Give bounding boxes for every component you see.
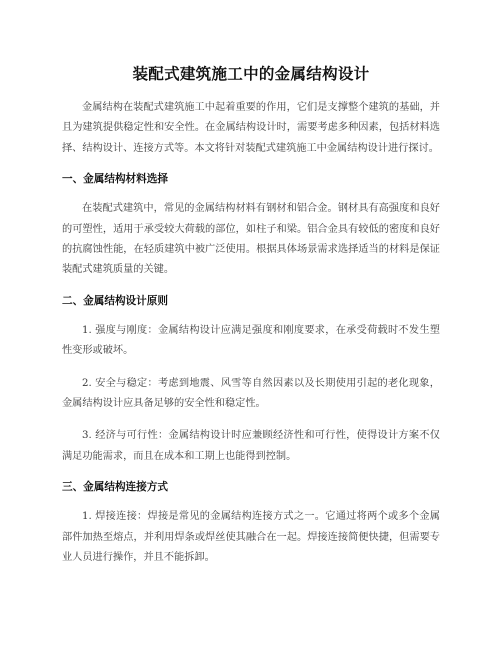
document-title: 装配式建筑施工中的金属结构设计 <box>132 65 370 83</box>
connection-welding-paragraph: 1. 焊接连接：焊接是常见的金属结构连接方式之一。它通过将两个或多个金属部件加热至熔点，并利用焊条或焊丝使其融合在一起。焊接连接简便快捷，但需要专业人员进行操作，并且不能拆卸。 <box>62 511 440 564</box>
section-materials-paragraph: 在装配式建筑中，常见的金属结构材料有钢材和铝合金。钢材具有高强度和良好的可塑性，适用于承受较大荷载的部位，如柱子和梁。铝合金具有较低的密度和良好的抗腐蚀性能，在轻质建筑中被广泛使用。根据具体场景需求选择适当的材料是保证装配式建筑质量的关键。 <box>62 203 440 276</box>
section-heading-principles: 二、金属结构设计原则 <box>62 294 168 307</box>
section-heading-materials: 一、金属结构材料选择 <box>62 173 168 186</box>
principle-safety-paragraph: 2. 安全与稳定：考虑到地震、风雪等自然因素以及长期使用引起的老化现象，金属结构设计应具备足够的安全性和稳定性。 <box>62 377 440 410</box>
document-body <box>62 98 440 569</box>
principle-economy-paragraph: 3. 经济与可行性：金属结构设计时应兼顾经济性和可行性，使得设计方案不仅满足功能需求，而且在成本和工期上也能得到控制。 <box>62 430 440 462</box>
principle-strength-paragraph: 1. 强度与刚度：金属结构设计应满足强度和刚度要求，在承受荷载时不发生塑性变形或破坏。 <box>62 324 440 357</box>
section-heading-connections: 三、金属结构连接方式 <box>62 481 168 494</box>
intro-paragraph: 金属结构在装配式建筑施工中起着重要的作用，它们是支撑整个建筑的基础，并且为建筑提供稳定性和安全性。在金属结构设计时，需要考虑多种因素，包括材料选择、结构设计、连接方式等。本文将针对装配式建筑施工中金属结构设计进行探讨。 <box>62 102 440 154</box>
